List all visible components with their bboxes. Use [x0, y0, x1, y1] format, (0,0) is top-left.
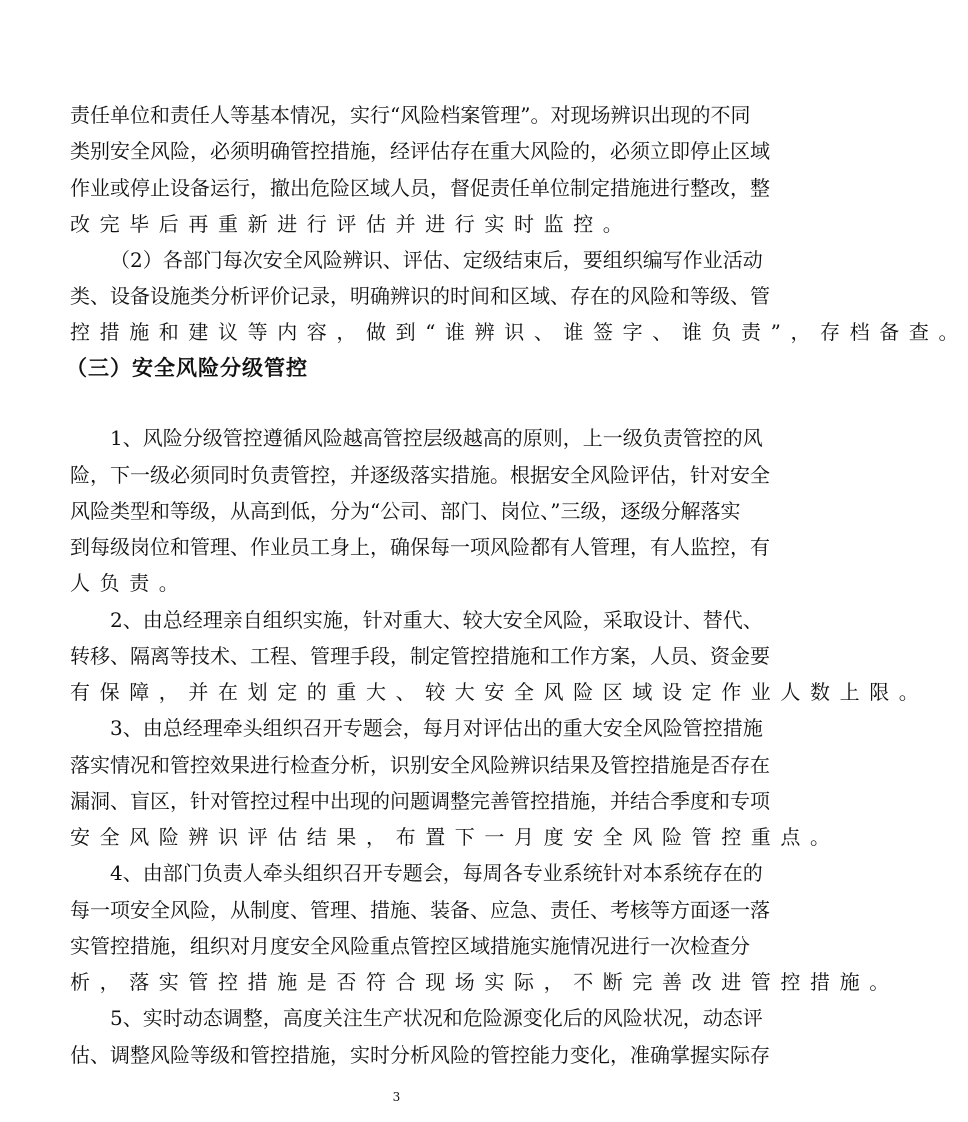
text-line: 控措施和建议等内容，做到“谁辨识、谁签字、谁负责”，存档备查。	[70, 320, 968, 344]
text-line: 落实情况和管控效果进行检查分析，识别安全风险辨识结果及管控措施是否存在	[70, 753, 770, 777]
text-line: 实管控措施，组织对月度安全风险重点管控区域措施实施情况进行一次检查分	[70, 934, 750, 958]
text-line: 责任单位和责任人等基本情况，实行“风险档案管理”。对现场辨识出现的不同	[70, 103, 751, 127]
text-line: 险，下一级必须同时负责管控，并逐级落实措施。根据安全风险评估，针对安全	[70, 463, 770, 487]
text-line: 作业或停止设备运行，撤出危险区域人员，督促责任单位制定措施进行整改，整	[70, 176, 770, 200]
text-line: 漏洞、盲区，针对管控过程中出现的问题调整完善管控措施，并结合季度和专项	[70, 789, 770, 813]
text-line: 析，落实管控措施是否符合现场实际，不断完善改进管控措施。	[70, 970, 899, 994]
text-line: 4、由部门负责人牵头组织召开专题会，每周各专业系统针对本系统存在的	[110, 861, 763, 885]
section-heading: （三）安全风险分级管控	[66, 356, 308, 380]
text-line: 2、由总经理亲自组织实施，针对重大、较大安全风险，采取设计、替代、	[110, 608, 763, 632]
text-line: 改完毕后再重新进行评估并进行实时监控。	[70, 212, 633, 236]
text-line: 5、实时动态调整，高度关注生产状况和危险源变化后的风险状况，动态评	[110, 1006, 763, 1030]
text-line: 3、由总经理牵头组织召开专题会，每月对评估出的重大安全风险管控措施	[110, 716, 763, 740]
text-line: 到每级岗位和管理、作业员工身上，确保每一项风险都有人管理，有人监控，有	[70, 535, 770, 559]
text-line: 1、风险分级管控遵循风险越高管控层级越高的原则，上一级负责管控的风	[110, 426, 763, 450]
page-number: 3	[392, 1090, 401, 1104]
text-line: 风险类型和等级，从高到低，分为“公司、部门、岗位、”三级，逐级分解落实	[70, 499, 741, 523]
text-line: 有保障，并在划定的重大、较大安全风险区域设定作业人数上限。	[70, 680, 929, 704]
text-line: 人负责。	[70, 571, 189, 595]
text-line: 估、调整风险等级和管控措施，实时分析风险的管控能力变化，准确掌握实际存	[70, 1043, 770, 1067]
text-line: 类、设备设施类分析评价记录，明确辨识的时间和区域、存在的风险和等级、管	[70, 284, 770, 308]
text-line: 类别安全风险，必须明确管控措施，经评估存在重大风险的，必须立即停止区域	[70, 139, 770, 163]
text-line: （2）各部门每次安全风险辨识、评估、定级结束后，要组织编写作业活动	[110, 248, 763, 272]
text-line: 转移、隔离等技术、工程、管理手段，制定管控措施和工作方案，人员、资金要	[70, 644, 770, 668]
text-line: 每一项安全风险，从制度、管理、措施、装备、应急、责任、考核等方面逐一落	[70, 898, 770, 922]
text-line: 安全风险辨识评估结果，布置下一月度安全风险管控重点。	[70, 825, 840, 849]
